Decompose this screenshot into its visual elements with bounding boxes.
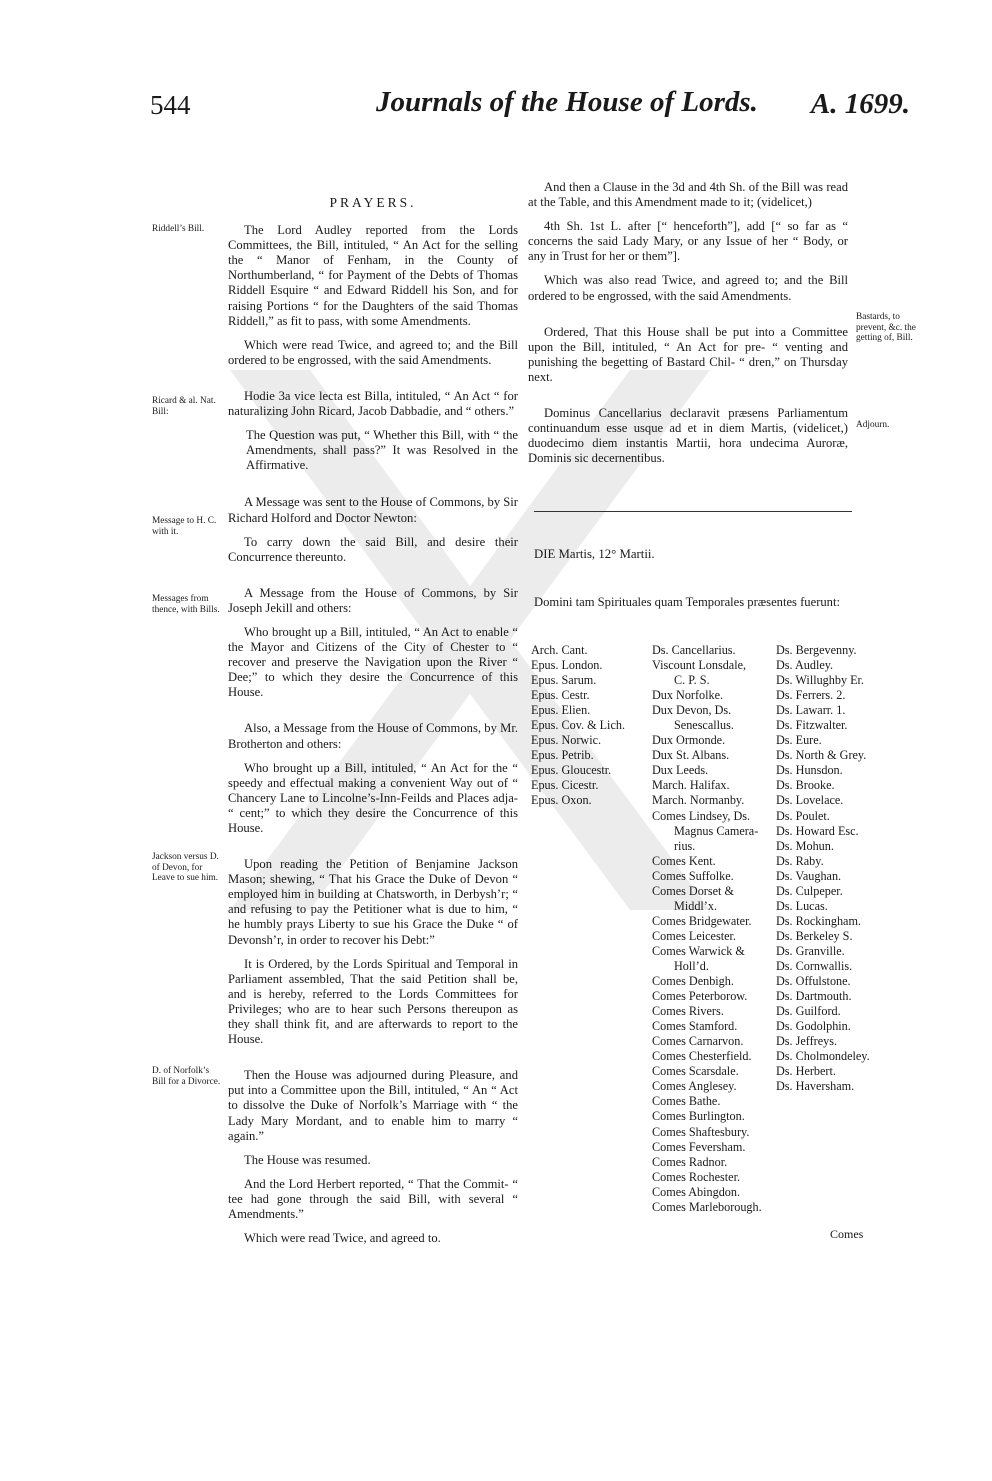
- attendee-name: Ds. Raby.: [776, 853, 824, 868]
- attendee-name: Dux Ormonde.: [652, 733, 726, 748]
- question-paragraph: The Question was put, “ Whether this Bill, with “ the Amendments, shall pass?” It was Resolved in the Affirmative.: [246, 428, 518, 473]
- attendee-name: Comes Abingdon.: [652, 1184, 741, 1199]
- paragraph: Upon reading the Petition of Benjamine Jackson Mason; shewing, “ That his Grace the Duke of Devon “ employed him in building at Chatsworth, in Derbysh’r; “ and refusing to pay the Petitioner what is due to him, “ he humbly prays Liberty to sue his Grace the Duke “ of Devonsh’r, in order to recover his Debt:”: [228, 857, 518, 947]
- attendee-name: Ds. Mohun.: [776, 838, 834, 853]
- attendee-name: Ds. Eure.: [776, 733, 822, 748]
- margin-note: D. of Norfolk’s Bill for a Divorce.: [152, 1066, 221, 1087]
- paragraph: Hodie 3a vice lecta est Billa, intituled, “ An Act “ for naturalizing John Ricard, Jacob Dabbadie, and “ others.”: [228, 388, 518, 419]
- attendee-name: Ds. Vaughan.: [776, 868, 842, 883]
- attendee-name: Comes Peterborow.: [652, 989, 748, 1004]
- attendee-name: Epus. Cicestr.: [531, 778, 599, 793]
- paragraph: And the Lord Herbert reported, “ That the Commit- “ tee had gone through the said Bill, with several “ Amendments.”: [228, 1176, 518, 1221]
- attendee-name: Comes Chesterfield.: [652, 1049, 752, 1064]
- attendee-name: Ds. Hunsdon.: [776, 763, 843, 778]
- page-header: [150, 86, 910, 130]
- attendee-name: Ds. Granville.: [776, 943, 845, 958]
- attendee-name: Epus. Oxon.: [531, 793, 592, 808]
- attendee-name: rius.: [674, 838, 696, 853]
- attendance-intro: Domini tam Spirituales quam Temporales præsentes fuerunt:: [534, 595, 840, 609]
- attendee-name: Ds. North & Grey.: [776, 748, 867, 763]
- paragraph: Also, a Message from the House of Commons, by Mr. Brotherton and others:: [228, 721, 518, 751]
- attendee-name: Ds. Ferrers. 2.: [776, 688, 846, 703]
- attendee-name: Ds. Haversham.: [776, 1079, 855, 1094]
- attendee-name: Viscount Lonsdale,: [652, 658, 747, 673]
- attendee-name: Comes Shaftesbury.: [652, 1124, 750, 1139]
- attendee-name: Dux Norfolke.: [652, 688, 724, 703]
- attendee-name: Ds. Godolphin.: [776, 1019, 851, 1034]
- attendance-column-spiritual: [531, 643, 649, 809]
- attendee-name: Ds. Rockingham.: [776, 913, 861, 928]
- attendee-name: Epus. Cov. & Lich.: [531, 718, 625, 733]
- attendee-name: Comes Feversham.: [652, 1139, 746, 1154]
- attendee-name: Ds. Lawarr. 1.: [776, 703, 846, 718]
- adjournment-paragraph: Dominus Cancellarius declaravit præsens Parliamentum continuandum esse usque ad et in diem Martis, (videlicet,) duodecimo diem instantis Martii, hora undecima Auroræ, Dominis sic decernentibus.: [528, 406, 848, 466]
- attendee-name: Ds. Brooke.: [776, 778, 835, 793]
- attendee-name: Epus. Sarum.: [531, 673, 597, 688]
- margin-note: Bastards, to prevent, &c. the getting of, Bill.: [856, 312, 916, 343]
- attendee-name: Epus. London.: [531, 658, 603, 673]
- paragraph: It is Ordered, by the Lords Spiritual and Temporal in Parliament assembled, That the said Petition shall be, and is hereby, referred to the Lords Committees for Privileges; who are to hear such Persons thereupon as they shall think fit, and are afterwards to report to the House.: [228, 956, 518, 1047]
- margin-note: Message to H. C. with it.: [152, 516, 217, 537]
- paragraph: Which were read Twice, and agreed to.: [244, 1231, 441, 1246]
- paragraph: To carry down the said Bill, and desire their Concurrence thereunto.: [228, 534, 518, 564]
- attendee-name: Ds. Berkeley S.: [776, 928, 853, 943]
- attendee-name: Comes Bridgewater.: [652, 913, 752, 928]
- attendee-name: Comes Rivers.: [652, 1004, 724, 1019]
- attendee-name: Ds. Jeffreys.: [776, 1034, 838, 1049]
- attendee-name: Comes Bathe.: [652, 1094, 721, 1109]
- section-heading: PRAYERS.: [329, 195, 417, 210]
- order-paragraph: Ordered, That this House shall be put into a Committee upon the Bill, intituled, “ An Act for pre- “ venting and punishing the begetting of Bastard Chil- “ dren,” on Thursday next.: [528, 324, 848, 384]
- margin-note: Messages from thence, with Bills.: [152, 594, 220, 615]
- left-column: [228, 195, 518, 1255]
- attendee-name: Dux Devon, Ds.: [652, 703, 732, 718]
- margin-note: Jackson versus D. of Devon, for Leave to sue him.: [152, 852, 219, 883]
- paragraph: A Message from the House of Commons, by Sir Joseph Jekill and others:: [228, 585, 518, 615]
- attendee-name: Epus. Elien.: [531, 703, 591, 718]
- year-heading: A. 1699.: [810, 88, 910, 120]
- paragraph: The Lord Audley reported from the Lords Committees, the Bill, intituled, “ An Act for the selling the “ Manor of Fenham, in the County of Northumberland, “ for Payment of the Debts of Thomas Riddell Esquire “ and Edward Riddell his Son, and for raising Portions “ for the Daughters of the said Thomas Riddell,” as fit to pass, with some Amendments.: [228, 223, 518, 328]
- paragraph: 4th Sh. 1st L. after [“ henceforth”], add [“ so far as “ concerns the said Lady Mary, or any Issue of her “ Body, or any in Trust for her or them”].: [528, 219, 848, 264]
- right-column: [528, 180, 848, 475]
- attendee-name: Ds. Dartmouth.: [776, 989, 852, 1004]
- attendee-name: Comes Stamford.: [652, 1019, 738, 1034]
- attendee-name: Comes Leicester.: [652, 928, 736, 943]
- attendee-name: Comes Radnor.: [652, 1154, 728, 1169]
- attendee-name: Ds. Willughby Er.: [776, 673, 864, 688]
- attendee-name: Arch. Cant.: [531, 643, 588, 657]
- attendee-name: Ds. Howard Esc.: [776, 823, 859, 838]
- paragraph: Which were read Twice, and agreed to; and the Bill ordered to be engrossed, with the said Amendments.: [228, 337, 518, 367]
- paragraph: Then the House was adjourned during Pleasure, and put into a Committee upon the Bill, intituled, “ An “ Act to dissolve the Duke of Norfolk’s Marriage with “ the Lady Mary Mordant, and to enable him to marry “ again.”: [228, 1068, 518, 1143]
- attendee-name: Comes Lindsey, Ds.: [652, 808, 751, 823]
- page-number: 544: [150, 90, 191, 120]
- attendee-name: March. Normanby.: [652, 793, 745, 808]
- attendee-name: Comes Marleborough.: [652, 1199, 762, 1214]
- attendee-name: C. P. S.: [674, 673, 710, 688]
- attendee-name: Epus. Gloucestr.: [531, 763, 612, 778]
- attendee-name: Comes Denbigh.: [652, 974, 734, 989]
- attendee-name: Comes Anglesey.: [652, 1079, 737, 1094]
- attendee-name: Ds. Cornwallis.: [776, 958, 853, 973]
- attendee-name: Ds. Lucas.: [776, 898, 828, 913]
- attendee-name: March. Halifax.: [652, 778, 730, 793]
- attendee-name: Comes Carnarvon.: [652, 1034, 744, 1049]
- attendee-name: Comes Scarsdale.: [652, 1064, 739, 1079]
- attendance-column-barons: [776, 643, 888, 1094]
- attendee-name: Holl’d.: [674, 958, 709, 973]
- attendee-name: Middl’x.: [674, 898, 717, 913]
- attendee-name: Comes Suffolke.: [652, 868, 734, 883]
- attendee-name: Ds. Lovelace.: [776, 793, 844, 808]
- date-heading: DIE Martis, 12° Martii.: [534, 547, 655, 561]
- attendee-name: Comes Kent.: [652, 853, 716, 868]
- attendee-name: Dux Leeds.: [652, 763, 709, 778]
- attendee-name: Ds. Culpeper.: [776, 883, 843, 898]
- attendee-name: Ds. Cancellarius.: [652, 643, 736, 657]
- paragraph: Which was also read Twice, and agreed to; and the Bill ordered to be engrossed, with the said Amendments.: [528, 273, 848, 303]
- attendance-column-temporal-peers: [652, 643, 770, 1215]
- margin-note: Ricard & al. Nat. Bill:: [152, 396, 216, 417]
- attendee-name: Epus. Norwic.: [531, 733, 602, 748]
- paragraph: Who brought up a Bill, intituled, “ An Act to enable “ the Mayor and Citizens of the City of Chester to “ recover and preserve the Navigation upon the River “ Dee;” to which they desire the Concurrence of this House.: [228, 624, 518, 700]
- margin-note: Adjourn.: [856, 420, 890, 430]
- catchword: Comes: [830, 1227, 864, 1241]
- attendee-name: Senescallus.: [674, 718, 734, 733]
- section-divider: [534, 511, 852, 512]
- attendee-name: Epus. Petrib.: [531, 748, 594, 763]
- paragraph: And then a Clause in the 3d and 4th Sh. of the Bill was read at the Table, and this Amendment made to it; (videlicet,): [528, 180, 848, 210]
- paragraph: A Message was sent to the House of Commons, by Sir Richard Holford and Doctor Newton:: [228, 495, 518, 525]
- attendee-name: Epus. Cestr.: [531, 688, 590, 703]
- attendee-name: Comes Dorset &: [652, 883, 734, 898]
- attendee-name: Ds. Audley.: [776, 658, 834, 673]
- attendee-name: Ds. Herbert.: [776, 1064, 836, 1079]
- attendee-name: Magnus Camera-: [674, 823, 759, 838]
- paragraph: Who brought up a Bill, intituled, “ An Act for the “ speedy and effectual making a convenient Way out of “ Chancery Lane to Lincolne’s-Inn-Feilds and Places adja- “ cent;” to which they desire the Concurrence of this House.: [228, 760, 518, 835]
- running-title: Journals of the House of Lords.: [376, 86, 758, 118]
- attendee-name: Ds. Poulet.: [776, 808, 830, 823]
- attendee-name: Comes Rochester.: [652, 1169, 741, 1184]
- attendee-name: Ds. Offulstone.: [776, 974, 851, 989]
- paragraph: The House was resumed.: [244, 1152, 371, 1167]
- attendee-name: Ds. Fitzwalter.: [776, 718, 848, 733]
- attendee-name: Comes Warwick &: [652, 943, 745, 958]
- attendee-name: Ds. Bergevenny.: [776, 643, 857, 657]
- attendee-name: Ds. Guilford.: [776, 1004, 841, 1019]
- attendee-name: Comes Burlington.: [652, 1109, 745, 1124]
- attendee-name: Dux St. Albans.: [652, 748, 730, 763]
- attendee-name: Ds. Cholmondeley.: [776, 1049, 870, 1064]
- margin-note: Riddell’s Bill.: [152, 224, 205, 234]
